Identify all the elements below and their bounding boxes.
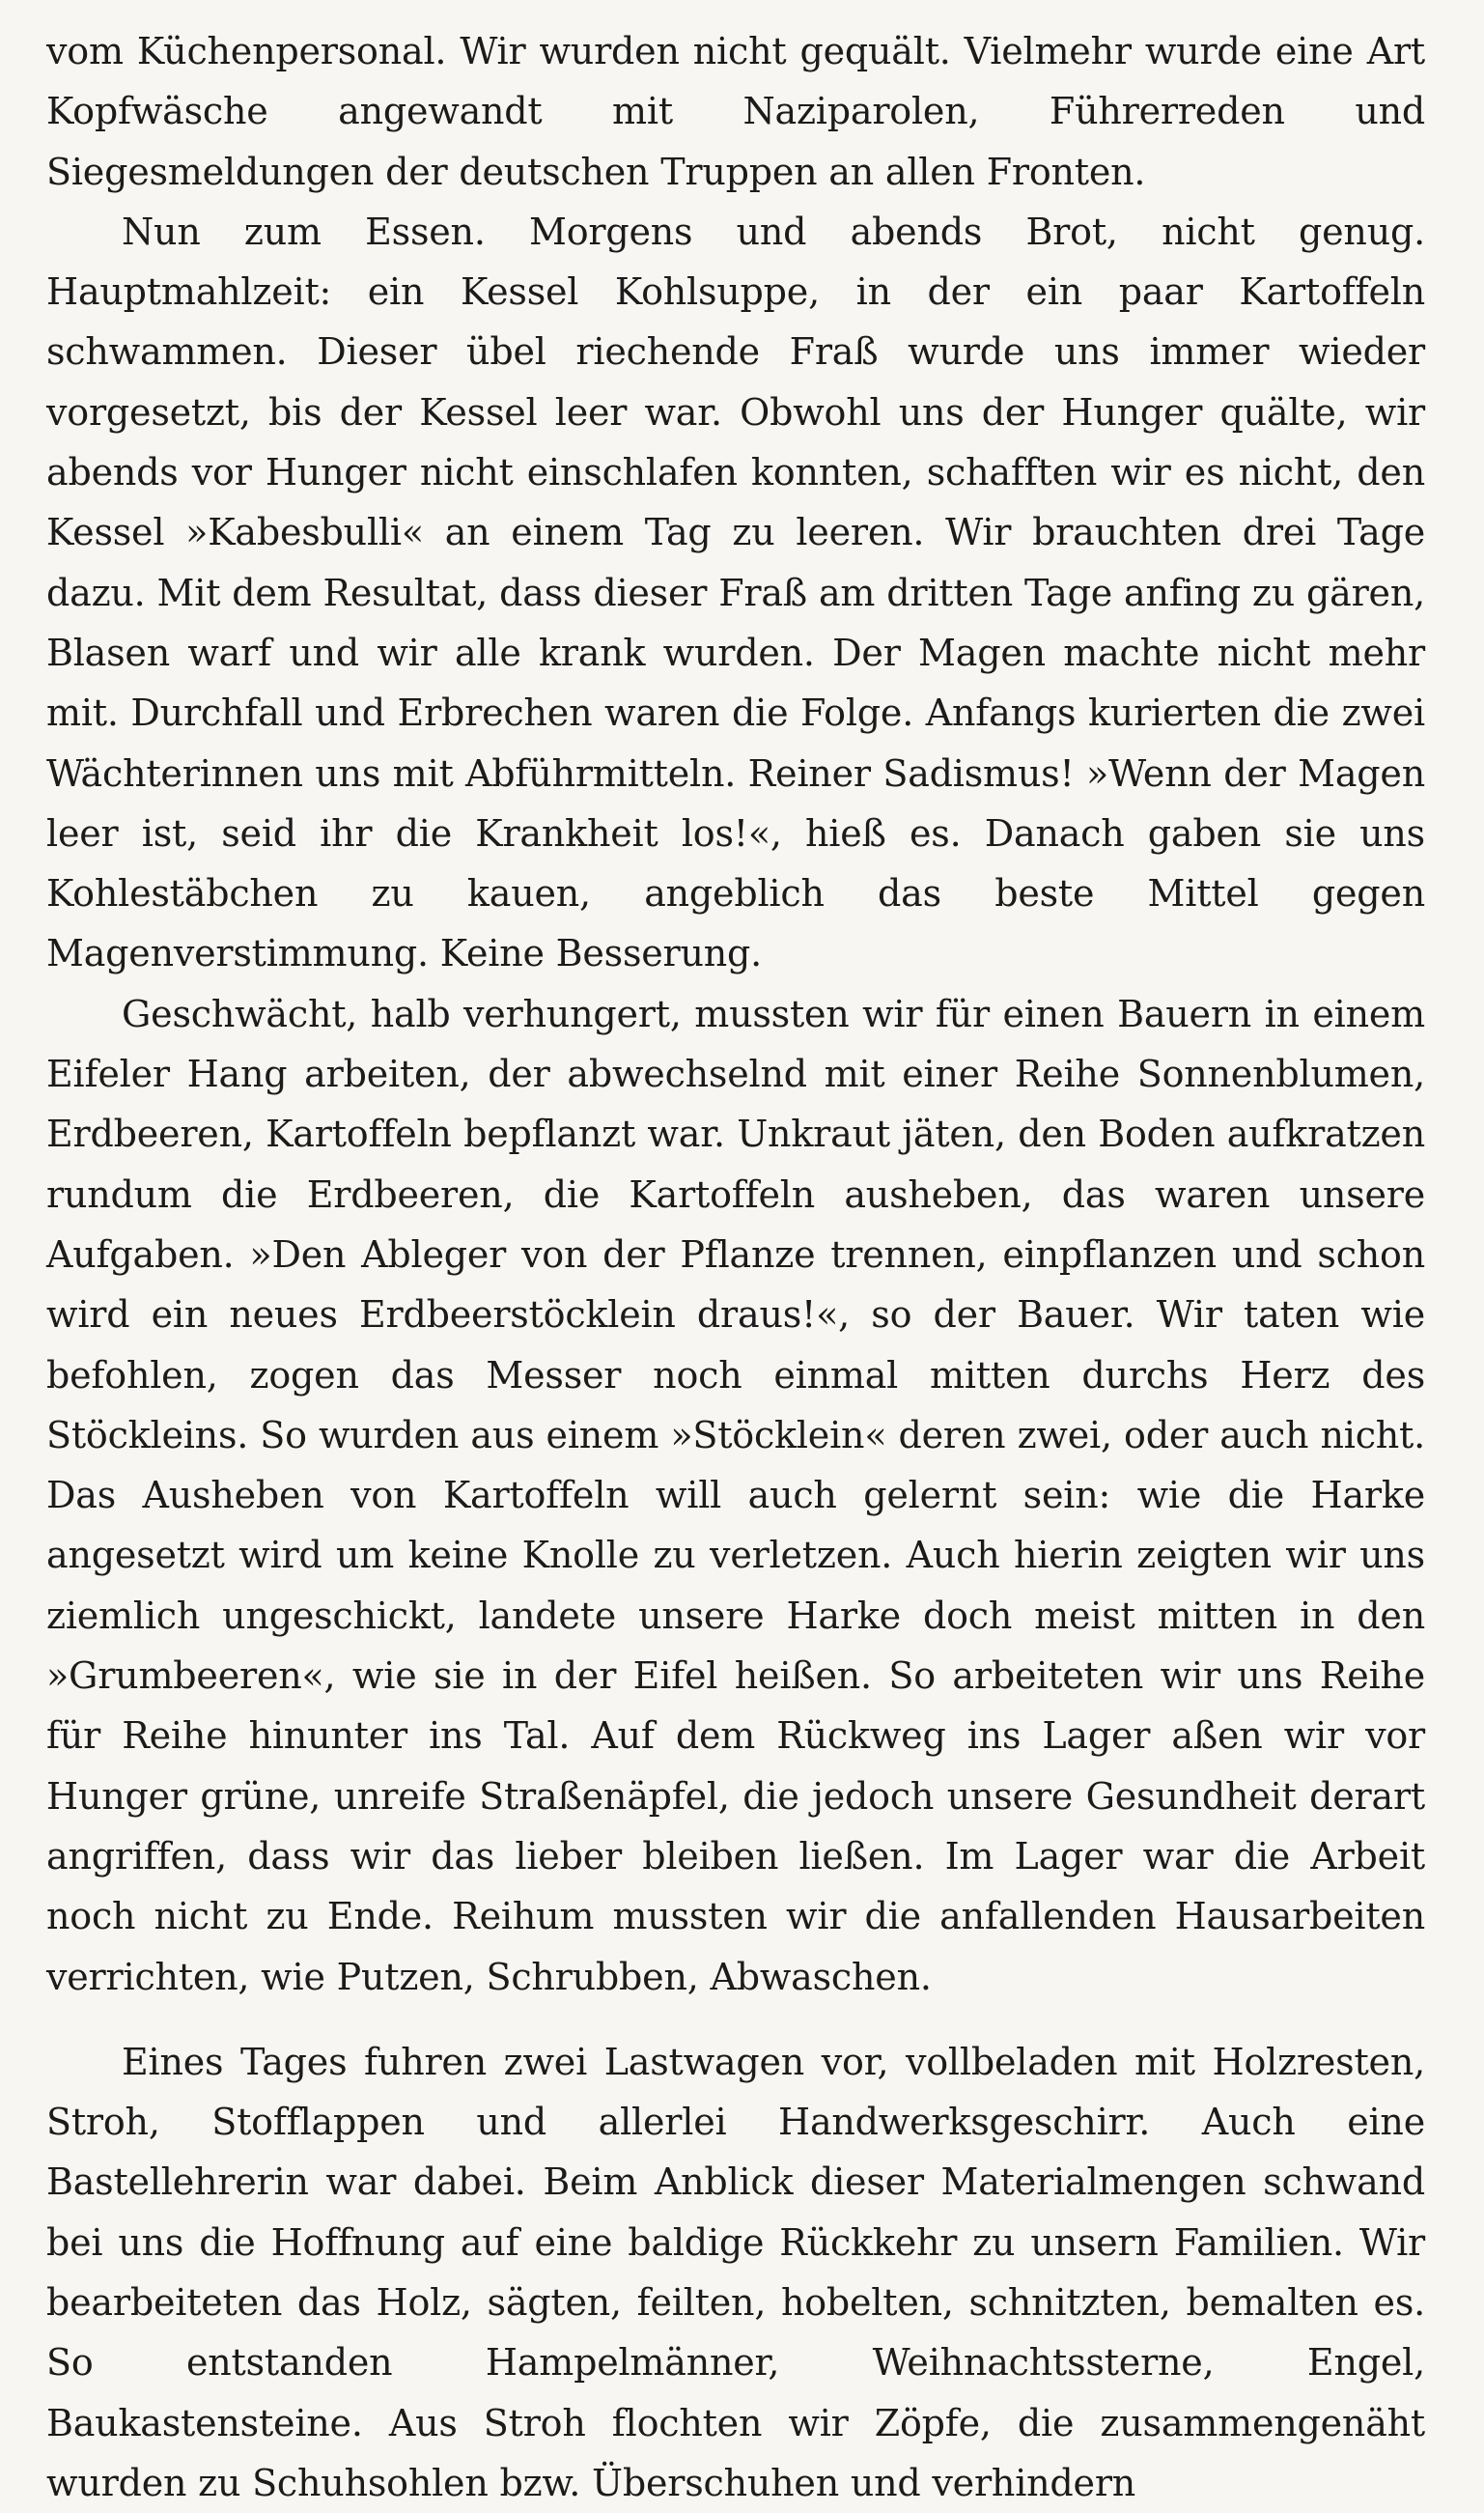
paragraph-farm-work: Geschwächt, halb verhungert, mussten wir für einen Bauern in einem Eifeler Hang arbeiten, der abwechselnd mit einer Reihe Sonnenblumen, Erdbeeren, Kartoffeln bepflanzt war. Unkraut jäten, den Boden aufkratzen rundum die Erdbeeren, die Kartoffeln ausheben, das waren unsere Aufgaben. »Den Ableger von der Pflanze trennen, einpflanzen und schon wird ein neues Erdbeerstöcklein draus!«, so der Bauer. Wir taten wie befohlen, zogen das Messer noch einmal mitten durchs Herz des Stöckleins. So wurden aus einem »Stöcklein« deren zwei, oder auch nicht. Das Ausheben von Kartoffeln will auch gelernt sein: wie die Harke angesetzt wird um keine Knolle zu verletzen. Auch hierin zeigten wir uns ziemlich ungeschickt, landete unsere Harke doch meist mitten in den »Grumbeeren«, wie sie in der Eifel heißen. So arbeiteten wir uns Reihe für Reihe hinunter ins Tal. Auf dem Rückweg ins Lager aßen wir vor Hunger grüne, unreife Straßenäpfel, die jedoch unsere Gesundheit derart angriffen, dass wir das lieber bleiben ließen. Im Lager war die Arbeit noch nicht zu Ende. Reihum mussten wir die anfallenden Hausarbeiten verrichten, wie Putzen, Schrubben, Abwaschen. xyxy=(46,992,1425,1998)
book-page xyxy=(46,21,1425,2513)
paragraph-kitchen-staff: vom Küchenpersonal. Wir wurden nicht gequält. Vielmehr wurde eine Art Kopfwäsche angewandt mit Naziparolen, Führerreden und Siegesmeldungen der deutschen Truppen an allen Fronten. xyxy=(46,30,1425,193)
paragraph-food: Nun zum Essen. Morgens und abends Brot, nicht genug. Hauptmahlzeit: ein Kessel Kohlsuppe, in der ein paar Kartoffeln schwammen. Dieser übel riechende Fraß wurde uns immer wieder vorgesetzt, bis der Kessel leer war. Obwohl uns der Hunger quälte, wir abends vor Hunger nicht einschlafen konnten, schafften wir es nicht, den Kessel »Kabesbulli« an einem Tag zu leeren. Wir brauchten drei Tage dazu. Mit dem Resultat, dass dieser Fraß am dritten Tage anfing zu gären, Blasen warf und wir alle krank wurden. Der Magen machte nicht mehr mit. Durchfall und Erbrechen waren die Folge. Anfangs kurierten die zwei Wächterinnen uns mit Abführmitteln. Reiner Sadismus! »Wenn der Magen leer ist, seid ihr die Krankheit los!«, hieß es. Danach gaben sie uns Kohlestäbchen zu kauen, angeblich das beste Mittel gegen Magenverstimmung. Keine Besserung. xyxy=(46,210,1425,975)
paragraph-gap xyxy=(46,2007,1425,2032)
paragraph-crafts: Eines Tages fuhren zwei Lastwagen vor, vollbeladen mit Holzresten, Stroh, Stofflappen und allerlei Handwerksgeschirr. Auch eine Bastellehrerin war dabei. Beim Anblick dieser Materialmengen schwand bei uns die Hoffnung auf eine baldige Rückkehr zu unsern Familien. Wir bearbeiteten das Holz, sägten, feilten, hobelten, schnitzten, bemalten es. So entstanden Hampelmänner, Weihnachtssterne, Engel, Baukastensteine. Aus Stroh flochten wir Zöpfe, die zusammengenäht wurden zu Schuhsohlen bzw. Überschuhen und verhindern xyxy=(46,2040,1425,2504)
